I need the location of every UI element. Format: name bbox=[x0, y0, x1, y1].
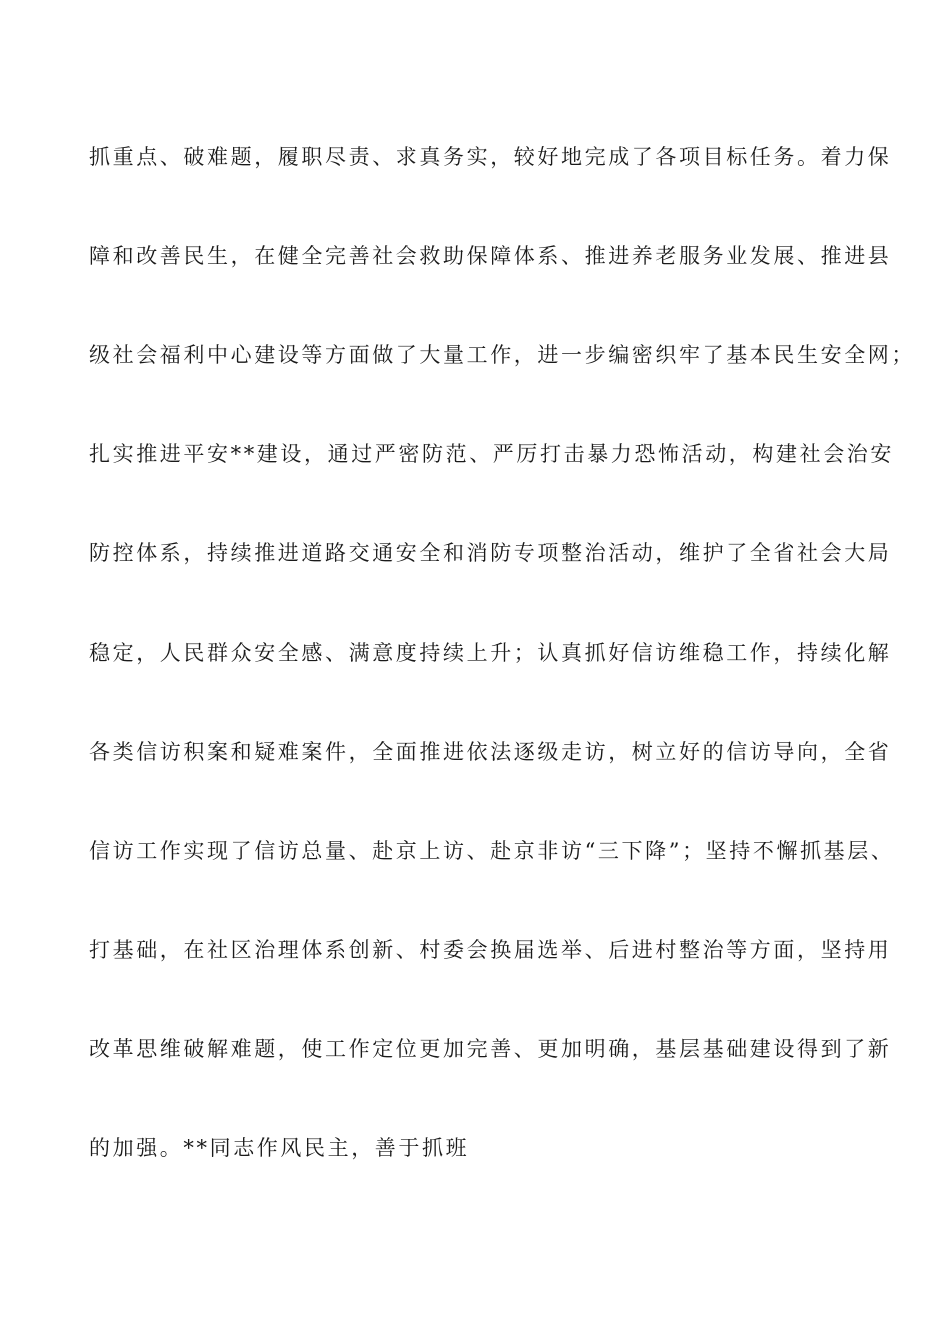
paragraph-line: 级社会福利中心建设等方面做了大量工作，进一步编密织牢了基本民生安全网； bbox=[89, 343, 915, 367]
paragraph-line: 障和改善民生，在健全完善社会救助保障体系、推进养老服务业发展、推进县 bbox=[89, 244, 892, 268]
paragraph-line: 的加强。**同志作风民主，善于抓班 bbox=[89, 1136, 470, 1160]
paragraph-line: 各类信访积案和疑难案件，全面推进依法逐级走访，树立好的信访导向，全省 bbox=[89, 740, 892, 764]
paragraph-line: 扎实推进平安**建设，通过严密防范、严厉打击暴力恐怖活动，构建社会治安 bbox=[89, 442, 894, 466]
paragraph-line: 稳定，人民群众安全感、满意度持续上升；认真抓好信访维稳工作，持续化解 bbox=[89, 641, 892, 665]
paragraph-line: 信访工作实现了信访总量、赴京上访、赴京非访“三下降”；坚持不懈抓基层、 bbox=[89, 839, 895, 863]
paragraph-line: 抓重点、破难题，履职尽责、求真务实，较好地完成了各项目标任务。着力保 bbox=[89, 145, 892, 169]
paragraph-line: 防控体系，持续推进道路交通安全和消防专项整治活动，维护了全省社会大局 bbox=[89, 541, 892, 565]
paragraph-line: 改革思维破解难题，使工作定位更加完善、更加明确，基层基础建设得到了新 bbox=[89, 1037, 892, 1061]
paragraph-line: 打基础，在社区治理体系创新、村委会换届选举、后进村整治等方面，坚持用 bbox=[89, 938, 892, 962]
